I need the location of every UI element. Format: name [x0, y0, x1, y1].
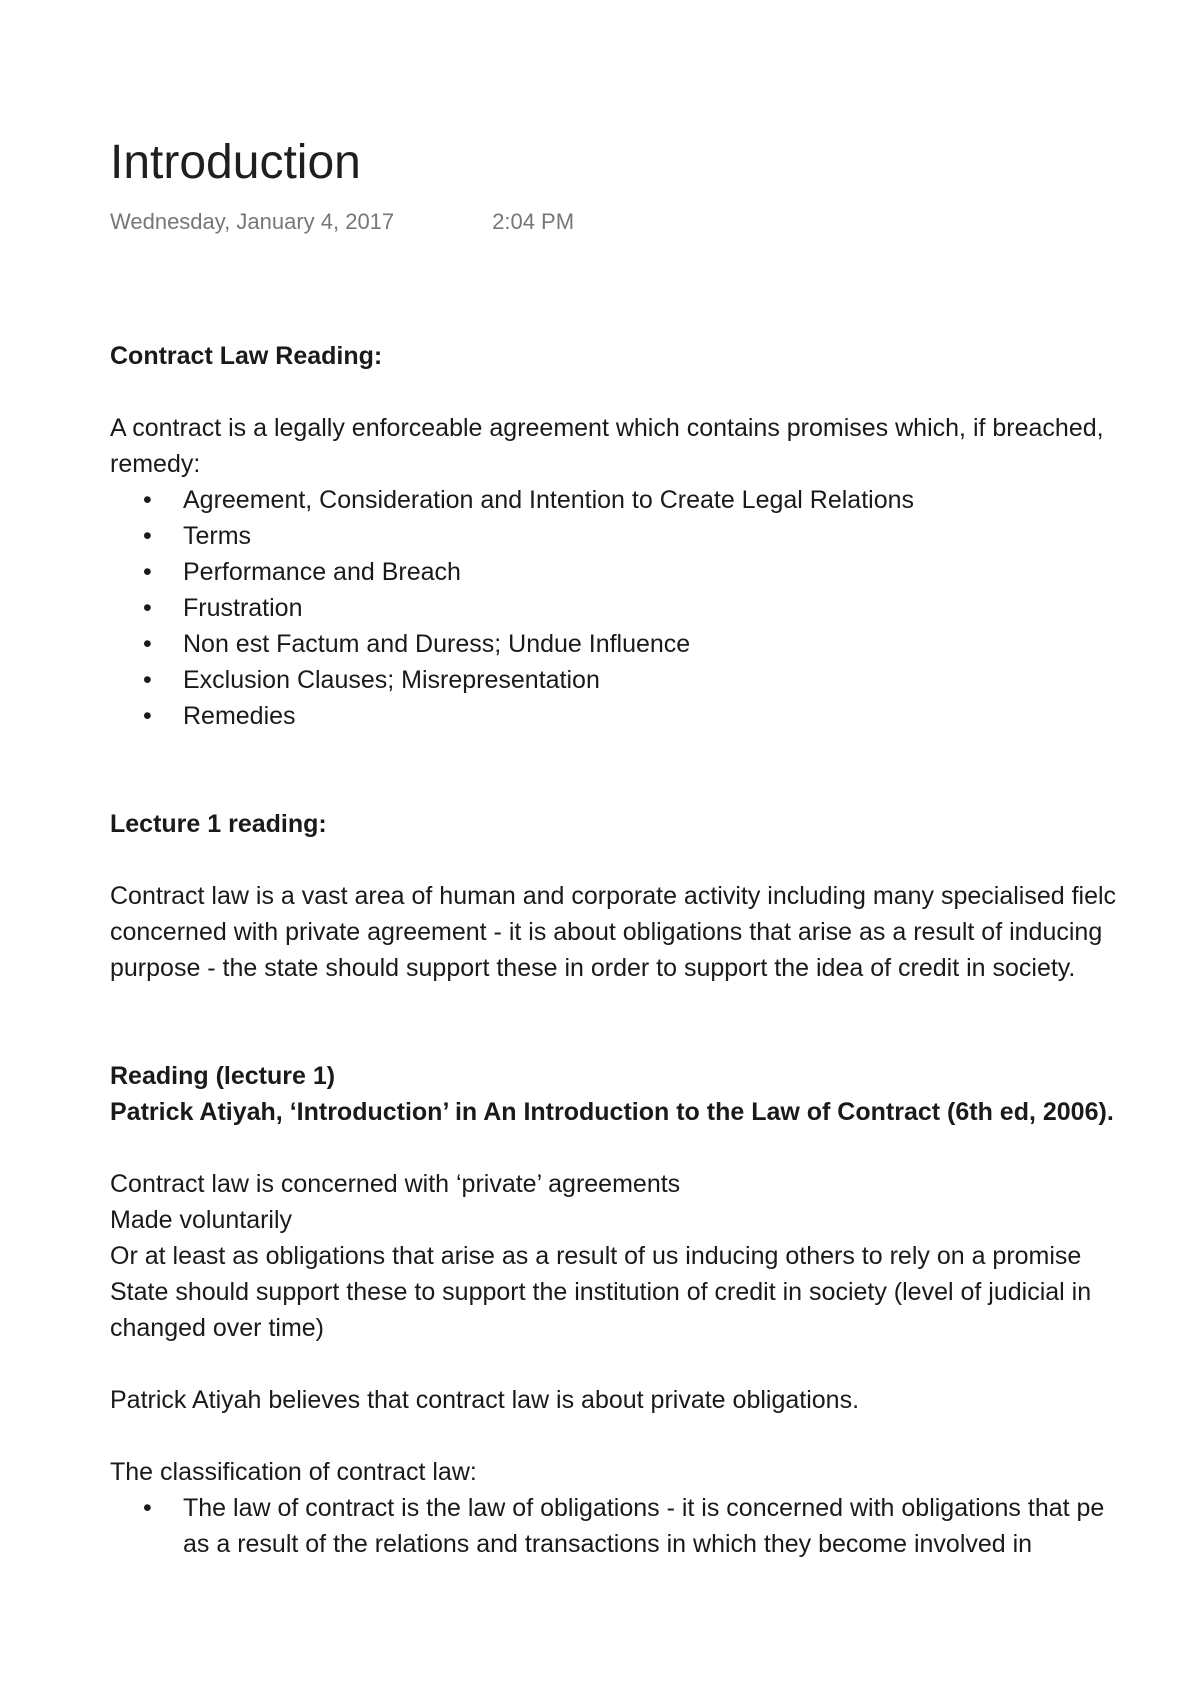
paragraph-line: purpose - the state should support these in order to support the idea of credit in society.	[110, 954, 1076, 982]
list-item-text: as a result of the relations and transactions in which they become involved in	[183, 1530, 1033, 1558]
note-line: State should support these to support the institution of credit in society (level of judicial in	[110, 1278, 1092, 1306]
bullet-icon: •	[143, 558, 152, 586]
atiyah-statement: Patrick Atiyah believes that contract law is about private obligations.	[110, 1386, 860, 1414]
section3-notes	[110, 1166, 1200, 1346]
bullet-icon: •	[143, 1494, 152, 1522]
page-title: Introduction	[110, 136, 361, 189]
bullet-icon: •	[143, 666, 152, 694]
note-content	[110, 128, 1200, 1562]
section1-paragraph	[110, 410, 1200, 734]
list-item-text: The law of contract is the law of obligations - it is concerned with obligations that pe	[183, 1494, 1105, 1522]
classification-section	[110, 1454, 1200, 1562]
note-line: Or at least as obligations that arise as a result of us inducing others to rely on a promise	[110, 1242, 1082, 1270]
note-timestamp	[110, 206, 1200, 238]
section2-paragraph	[110, 878, 1200, 986]
classification-label: The classification of contract law:	[110, 1458, 477, 1486]
topics-list	[110, 482, 1200, 734]
list-item	[110, 698, 1200, 734]
list-item-text: Non est Factum and Duress; Undue Influence	[183, 630, 691, 658]
paragraph-line: remedy:	[110, 450, 201, 478]
paragraph-line: Contract law is a vast area of human and corporate activity including many specialised fielc	[110, 882, 1117, 910]
list-item-text: Remedies	[183, 702, 296, 730]
bullet-icon: •	[143, 630, 152, 658]
list-item	[110, 626, 1200, 662]
list-item	[110, 482, 1200, 518]
note-line: Contract law is concerned with ‘private’ agreements	[110, 1170, 681, 1198]
list-item-text: Terms	[183, 522, 252, 550]
bullet-icon: •	[143, 702, 152, 730]
list-item-text: Frustration	[183, 594, 303, 622]
citation-heading: Patrick Atiyah, ‘Introduction’ in An Introduction to the Law of Contract (6th ed, 2006).	[110, 1098, 1114, 1126]
list-item	[110, 1490, 1200, 1562]
note-line: Made voluntarily	[110, 1206, 293, 1234]
section-heading-contract-law-reading: Contract Law Reading:	[110, 342, 383, 370]
list-item	[110, 662, 1200, 698]
list-item	[110, 518, 1200, 554]
section-heading-reading-lecture-1: Reading (lecture 1)	[110, 1062, 336, 1090]
list-item-text: Performance and Breach	[183, 558, 461, 586]
bullet-icon: •	[143, 522, 152, 550]
list-item	[110, 554, 1200, 590]
bullet-icon: •	[143, 486, 152, 514]
list-item-text: Exclusion Clauses; Misrepresentation	[183, 666, 600, 694]
paragraph-line: concerned with private agreement - it is about obligations that arise as a result of inducing	[110, 918, 1103, 946]
bullet-icon: •	[143, 594, 152, 622]
note-date: Wednesday, January 4, 2017	[110, 209, 395, 234]
paragraph-line: A contract is a legally enforceable agreement which contains promises which, if breached,	[110, 414, 1104, 442]
list-item-text: Agreement, Consideration and Intention to Create Legal Relations	[183, 486, 915, 514]
note-line: changed over time)	[110, 1314, 325, 1342]
page-bottom-margin	[0, 1578, 1200, 1698]
list-item	[110, 590, 1200, 626]
section3-heading	[110, 1058, 1200, 1130]
section-heading-lecture-1-reading: Lecture 1 reading:	[110, 810, 327, 838]
classification-list	[110, 1490, 1200, 1562]
note-time: 2:04 PM	[492, 209, 575, 234]
